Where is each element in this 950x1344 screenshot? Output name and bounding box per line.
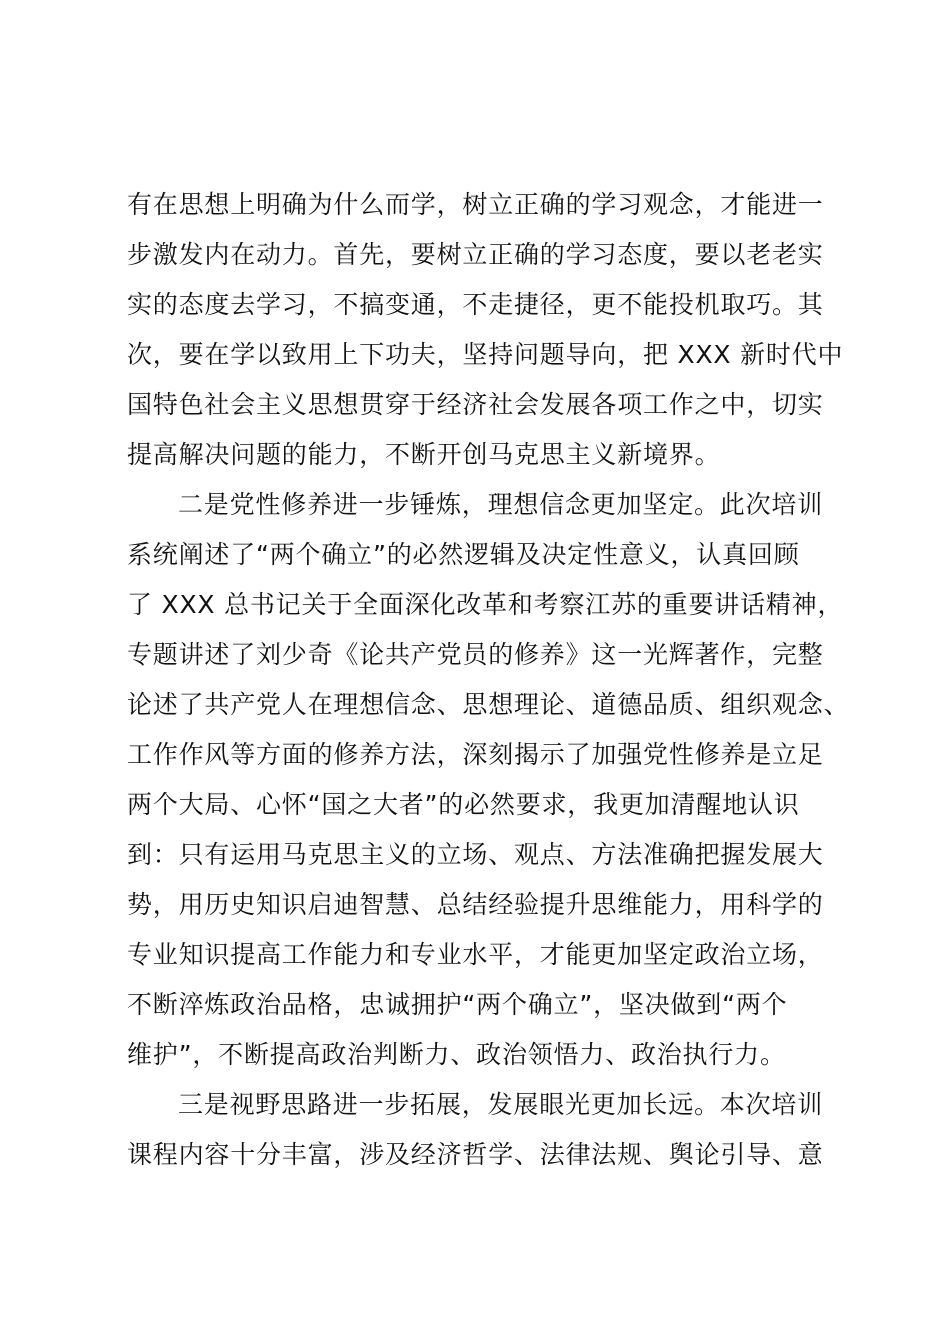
- paragraph-heading-line: 二是党性修养进一步锤炼，理想信念更加坚定。此次培训: [178, 490, 824, 519]
- paragraph-heading-line: 三是视野思路进一步拓展，发展眼光更加长远。本次培训: [178, 1090, 824, 1119]
- text-line: 次，要在学以致用上下功夫，坚持问题导向，把 XXX 新时代中: [127, 340, 844, 369]
- text-line: 步激发内在动力。首先，要树立正确的学习态度，要以老老实: [127, 240, 824, 269]
- text-line: 国特色社会主义思想贯穿于经济社会发展各项工作之中，切实: [127, 390, 824, 419]
- text-line: 两个大局、心怀“国之大者”的必然要求，我更加清醒地认识: [127, 790, 800, 819]
- text-line: 工作作风等方面的修养方法，深刻揭示了加强党性修养是立足: [127, 740, 824, 769]
- text-line: 专业知识提高工作能力和专业水平，才能更加坚定政治立场，: [127, 940, 824, 969]
- text-line: 了 XXX 总书记关于全面深化改革和考察江苏的重要讲话精神，: [127, 590, 844, 619]
- text-line: 有在思想上明确为什么而学，树立正确的学习观念，才能进一: [127, 190, 824, 219]
- text-line: 系统阐述了“两个确立”的必然逻辑及决定性意义，认真回顾: [127, 540, 800, 569]
- text-line: 课程内容十分丰富，涉及经济哲学、法律法规、舆论引导、意: [127, 1140, 824, 1169]
- text-line: 论述了共产党人在理想信念、思想理论、道德品质、组织观念、: [127, 690, 850, 719]
- text-line: 势，用历史知识启迪智慧、总结经验提升思维能力，用科学的: [127, 890, 824, 919]
- text-line: 维护”，不断提高政治判断力、政治领悟力、政治执行力。: [127, 1040, 786, 1069]
- text-line: 不断淬炼政治品格，忠诚拥护“两个确立”，坚决做到“两个: [127, 990, 788, 1019]
- text-line: 到：只有运用马克思主义的立场、观点、方法准确把握发展大: [127, 840, 824, 869]
- text-line: 专题讲述了刘少奇《论共产党员的修养》这一光辉著作，完整: [127, 640, 824, 669]
- text-line: 实的态度去学习，不搞变通，不走捷径，更不能投机取巧。其: [127, 290, 824, 319]
- text-line: 提高解决问题的能力，不断开创马克思主义新境界。: [127, 440, 721, 469]
